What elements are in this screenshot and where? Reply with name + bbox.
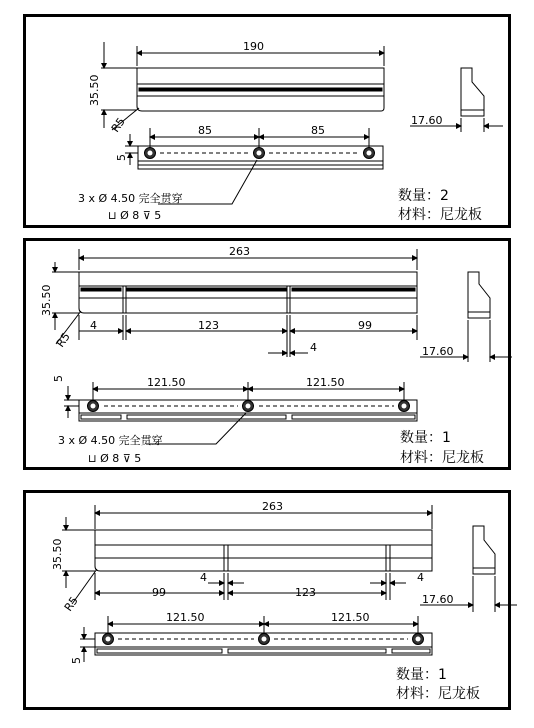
panel-2-radius-label: R5 bbox=[53, 330, 73, 350]
panel-1-hole-note: 3 x Ø 4.50 完全贯穿 bbox=[78, 192, 183, 205]
panel-1-hole-spacing-1: 85 bbox=[198, 124, 212, 137]
panel-3-material: 材料：尼龙板 bbox=[396, 686, 480, 702]
panel-3-hole-offset: 5 bbox=[70, 657, 83, 664]
panel-3-radius-label: R5 bbox=[61, 594, 81, 614]
panel-1-hole-sub: ⊔ Ø 8 ⊽ 5 bbox=[108, 209, 162, 222]
panel-2-material: 材料：尼龙板 bbox=[400, 450, 484, 466]
panel-1-radius-label: R5 bbox=[108, 115, 128, 135]
panel-3-width-dim: 263 bbox=[262, 500, 283, 513]
panel-3-seg-left: 99 bbox=[152, 586, 166, 599]
panel-1-height-dim: 35.50 bbox=[88, 74, 101, 106]
panel-2-hole-spacing-2: 121.50 bbox=[306, 376, 345, 389]
panel-2-hole-offset: 5 bbox=[52, 375, 65, 382]
panel-2-hole-spacing-1: 121.50 bbox=[147, 376, 186, 389]
panel-2-side-dim: 17.60 bbox=[422, 345, 454, 358]
panel-2-top-view bbox=[52, 249, 417, 357]
panel-2-height-dim: 35.50 bbox=[40, 284, 53, 316]
panel-1-side-dim: 17.60 bbox=[411, 114, 443, 127]
panel-3-quantity: 数量：1 bbox=[396, 667, 447, 683]
panel-2-gap-left: 4 bbox=[90, 319, 97, 332]
panel-1-material: 材料：尼龙板 bbox=[398, 207, 482, 223]
panel-2-seg-right: 99 bbox=[358, 319, 372, 332]
panel-2-width-dim: 263 bbox=[229, 245, 250, 258]
panel-1-top-view bbox=[101, 42, 384, 130]
panel-1-hole-offset: 5 bbox=[115, 154, 128, 161]
panel-3-seg-mid: 123 bbox=[295, 586, 316, 599]
panel-3-side-dim: 17.60 bbox=[422, 593, 454, 606]
panel-3-hole-spacing-2: 121.50 bbox=[331, 611, 370, 624]
panel-3-hole-spacing-1: 121.50 bbox=[166, 611, 205, 624]
panel-2-quantity: 数量：1 bbox=[400, 430, 451, 446]
panel-2-hole-note: 3 x Ø 4.50 完全贯穿 bbox=[58, 434, 163, 447]
panel-1-quantity: 数量：2 bbox=[398, 188, 449, 204]
panel-2-seg-mid: 123 bbox=[198, 319, 219, 332]
panel-3-top-view bbox=[62, 505, 432, 604]
panel-1-hole-spacing-2: 85 bbox=[311, 124, 325, 137]
panel-2-gap-lower: 4 bbox=[310, 341, 317, 354]
panel-3-front-view bbox=[80, 616, 432, 662]
panel-3-height-dim: 35.50 bbox=[51, 538, 64, 570]
panel-1-width-dim: 190 bbox=[243, 40, 264, 53]
panel-3-gap-mid: 4 bbox=[200, 571, 207, 584]
panel-3-gap-right: 4 bbox=[417, 571, 424, 584]
panel-2-hole-sub: ⊔ Ø 8 ⊽ 5 bbox=[88, 452, 142, 465]
